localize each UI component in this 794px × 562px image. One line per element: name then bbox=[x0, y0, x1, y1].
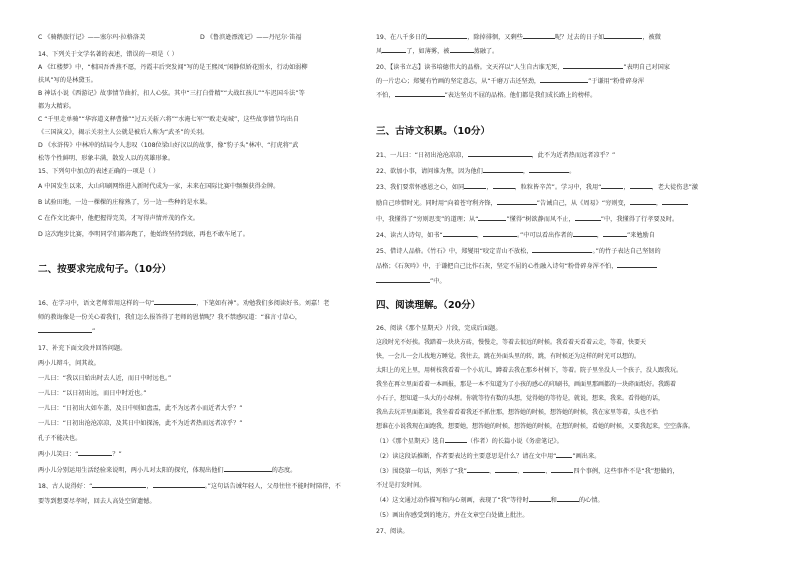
q22-blank-2[interactable] bbox=[529, 172, 569, 173]
q26-sub3-blank-4[interactable] bbox=[551, 472, 573, 473]
q27-stem: 27、阅读。 bbox=[376, 528, 409, 535]
q20-line3: 不怕， ”表达坚贞不屈的品格。他们都是我们成长路上的榜样。 bbox=[376, 92, 597, 99]
q23-blank-2[interactable] bbox=[493, 188, 515, 189]
q23-line3: 中，我懂得了“穷则思变”的道理；从“ ”懂得“树欲静而风不止， ”中，我懂得了行孝要及时。 bbox=[376, 216, 679, 223]
q23-blank-9[interactable] bbox=[575, 220, 601, 221]
q19-blank-4[interactable] bbox=[382, 52, 406, 53]
q18-blank-1[interactable] bbox=[92, 487, 146, 488]
q21-line: 21、一儿曰：“日初出沧沧凉凉， ，此不为近者热而远者凉乎？” bbox=[376, 152, 616, 159]
q24-line1: 24、读古人诗句，如书“ ， 。”中可以看出作者的 ， ”来勉励自 bbox=[376, 232, 655, 239]
q23-blank-5[interactable] bbox=[497, 204, 537, 205]
q16-line2: 师的教诲像是一份关心着我们，我们怎么报答得了老师的恩情呢？我不禁感叹道：“谁言寸草心， bbox=[38, 314, 302, 321]
q25-blank-3[interactable] bbox=[376, 282, 430, 283]
q14-option-a-line2: 扶风”写的是林黛玉。 bbox=[38, 77, 97, 84]
q15-option-a: A 中国发生以来，大山印刷网络进入新时代成为一家，未来在国际比赛中频频获得金牌。 bbox=[38, 183, 280, 190]
passage-line7: 想谁在小说我现在面跑我，想要她，想答她的时候，想答她的时候，在想的时候，看她的时候，又要我起来，空空落落。 bbox=[376, 423, 695, 430]
q25-line1: 25、借诗人品格。《竹石》中，郑燮用“咬定青山不放松， 。”的竹子表达自己坚韧的 bbox=[376, 248, 661, 255]
q15-option-d: D 这次跑步比赛，李明同学们都奔跑了，他始终坚持到底，再也不敢车尾了。 bbox=[38, 231, 249, 238]
q23-blank-1[interactable] bbox=[464, 188, 486, 189]
q23-line2: 励自己珍惜时光。同时用“向着苍穹利齐锋， ”告诫自己，从《周易》“穷则变， ， bbox=[376, 200, 688, 208]
q14-option-d-line2: 松等个性鲜明、形象丰满，散发人以的英雄形象。 bbox=[38, 155, 175, 162]
q18-blank-2[interactable] bbox=[153, 487, 205, 488]
q26-sub2: （2）读这段话推断，作者要表达的主要意思是什么？请在文中用“ ”画出来。 bbox=[376, 453, 601, 460]
q20-line1: 20、【读书立志】读书培德伟大的品格。文天祥以“人生自古谁无死， ”表明自己对国家 bbox=[376, 64, 670, 71]
q17-stem: 17、补充下面文段并回答问题。 bbox=[38, 345, 127, 352]
q17-line3: 一儿曰：“以日初出远，而日中时近也。” bbox=[38, 390, 147, 397]
q14-option-b-line2: 都为大精彩。 bbox=[38, 103, 76, 110]
q26-sub1: （1）《那个星期天》选自 （作者）的长篇小说《务虚笔记》。 bbox=[376, 438, 563, 445]
q17-line8: 两小儿分别运用生活经验来说明，两小儿对太阳的探究，体现出他们 的态度。 bbox=[38, 467, 297, 474]
q26-sub4-blank-2[interactable] bbox=[557, 501, 579, 502]
q20-blank-3[interactable] bbox=[395, 96, 445, 97]
q23-blank-4[interactable] bbox=[630, 188, 652, 189]
q24-blank-1[interactable] bbox=[443, 236, 477, 237]
q13-option-d: D 《鲁滨逊漂流记》——丹尼尔·笛福 bbox=[200, 34, 302, 41]
q16-line3: ” bbox=[38, 328, 95, 336]
q13-option-c: C 《骑鹅旅行记》——塞尔玛·拉格洛芙 bbox=[38, 34, 146, 41]
q26-sub1-blank[interactable] bbox=[445, 442, 467, 443]
q17-blank-2[interactable] bbox=[224, 471, 272, 472]
q14-stem: 14、下列关于文学名著的表述，错误的一项是（ ） bbox=[38, 51, 178, 58]
q26-sub3-blank-3[interactable] bbox=[523, 472, 545, 473]
passage-line4: 我坐在再立里面看着一本画报，那是一本不知道为了小孩的感心的印刷书，画面里那画都的一块碎面纸好。我踢着 bbox=[376, 381, 677, 388]
q23-blank-8[interactable] bbox=[478, 220, 506, 221]
section-3-title: 三、古诗文积累。（10分） bbox=[376, 126, 491, 137]
q17-line4: 一儿曰：“日初出大如车盖，及日中则如盘盂，此不为远者小而近者大乎？” bbox=[38, 405, 243, 412]
q25-line2: 品格；《石灰吟》中，于谦把自己比作石灰，坚定不屈的心性融入诗句“粉骨碎身浑不怕， bbox=[376, 263, 657, 271]
q24-blank-3[interactable] bbox=[573, 236, 597, 237]
q22-line: 22、欲加小事，请问谁为焦，因为他们 ， 。 bbox=[376, 168, 576, 175]
q25-blank-1[interactable] bbox=[532, 252, 592, 253]
q17-line2: 一儿曰：“我以日始出时去人近，而日中时远也。” bbox=[38, 375, 172, 382]
q25-line3: ”中。 bbox=[376, 278, 446, 286]
q19-line2: 风 了，如薄雾，被 蒸融了。 bbox=[376, 48, 499, 55]
q14-option-d-line1: D 《水浒传》中林冲的结局令人悲叹（108位梁山好汉以的故事，像“豹子头”林冲、“打虎将”武 bbox=[38, 142, 299, 149]
q26-sub3-blank-2[interactable] bbox=[495, 472, 517, 473]
q15-option-b: B 试验田地，一边一棵棵的庄稼熟了，另一边一些种的是水果。 bbox=[38, 199, 212, 206]
passage-line6: 我出去玩弄里面都说，我坐着看着我还不抓住那，想答她的时候，想答她的时候，我在家里等着，头也不抬 bbox=[376, 409, 659, 416]
q19-blank-5[interactable] bbox=[450, 52, 474, 53]
q26-sub4-blank-1[interactable] bbox=[529, 501, 551, 502]
section-4-title: 四、阅读理解。（20分） bbox=[376, 300, 481, 311]
q26-sub2-mark bbox=[556, 457, 572, 458]
q19-blank-2[interactable] bbox=[523, 38, 555, 39]
q22-blank-1[interactable] bbox=[483, 172, 523, 173]
q16-blank-2[interactable] bbox=[38, 332, 92, 333]
q24-blank-2[interactable] bbox=[483, 236, 517, 237]
q15-option-c: C 在作文比赛中，他把握得完美，才写得声情并茂的作文。 bbox=[38, 215, 199, 222]
q14-option-b-line1: B 神话小说《西游记》故事情节曲折，扣人心弦。其中“三打白骨精”“大战红孩儿”“车迟国斗法”等 bbox=[38, 90, 305, 97]
q20-line2: 的一片忠心；郑燮有竹画的坚定意志，从“千磨万击还坚劲， ”于谦用“粉骨碎身浑 bbox=[376, 78, 645, 85]
q18-line1: 18、古人说得好：“ ， 。”这句话告诫年轻人，父母往往不能时时陪伴，不 bbox=[38, 483, 341, 490]
q25-blank-2[interactable] bbox=[617, 267, 657, 268]
q24-blank-4[interactable] bbox=[603, 236, 627, 237]
q26-sub3-line2: 不过是打发时间。 bbox=[376, 482, 426, 489]
q26-sub3-blank-1[interactable] bbox=[467, 472, 489, 473]
q14-option-c-line2: 《三国演义》，揭示关羽主人公就是被后人称为“武圣”的关羽。 bbox=[38, 129, 209, 136]
section-2-title: 二、按要求完成句子。（10分） bbox=[38, 264, 172, 275]
q26-stem: 26、阅读《那个星期天》片段，完成后面题。 bbox=[376, 325, 502, 332]
q19-line1: 19、在八千多日的 ，除掉徘徊，又剩些 呢？过去的日子如 ，被微 bbox=[376, 34, 661, 41]
q17-blank-1[interactable] bbox=[78, 455, 112, 456]
q17-line6: 孔子不能决也。 bbox=[38, 435, 82, 442]
passage-line3: 太阳上的光上里，用树枝我看着一个小坑儿，蹲着去我在那乡村树下，等着。院子里坐没人一个孩子，没人跟我玩。 bbox=[376, 367, 683, 374]
passage-line5: 小石子，想知道一头大的小绿树。你就等待有数的头想，觉得她的等待是，就说，想来，我来。看得她的话， bbox=[376, 395, 665, 402]
q20-blank-1[interactable] bbox=[563, 68, 623, 69]
q15-stem: 15、下列句中加点的表述正确的一项是（ ） bbox=[38, 168, 160, 175]
passage-line2: 快，一会儿一会儿找地方睡觉。我往去，跳在外面头里的转，跳，有时候还为这样的时光可以想的。 bbox=[376, 353, 641, 360]
q26-sub3: （3）围绕第一句话，列举了“我” 、 、 、 四个事例，这些事件不是“我”想做的， bbox=[376, 468, 679, 475]
q14-option-a-line1: A 《红楼梦》中，“相国吾香燕不愿，丹霞丰后突发闻”写的是王熙凤“闲静似娇花照水，行动如弱柳 bbox=[38, 64, 308, 71]
passage-line1: 这段时光不好挨。我踏着一块块方砖，慢慢走，等着去很远的时候。我看着天看着云走，等着，快要天 bbox=[376, 339, 647, 346]
q17-line7: 两小儿笑曰：“ ？” bbox=[38, 451, 122, 458]
q16-line1: 16、在学习中，语文老师常用这样的一句“ ，下笔如有神”。劝勉我们多阅读好书。刘嘉！老 bbox=[38, 300, 330, 307]
q19-blank-1[interactable] bbox=[427, 38, 467, 39]
q21-blank[interactable] bbox=[468, 156, 532, 157]
q14-option-c-line1: C “千里走单骑”“华容道义释曹操”“过五关斩六将”“水淹七军”“败走麦城”，这些故事情节均出自 bbox=[38, 116, 300, 123]
q18-line2: 要等到想要尽孝时，回去人高处空留遗憾。 bbox=[38, 498, 156, 505]
q23-blank-3[interactable] bbox=[601, 188, 623, 189]
q23-blank-6[interactable] bbox=[630, 204, 656, 205]
q23-line1: 23、我们要常怀感恩之心，如同 ， ，粒粒皆辛苦”。学习中，我用“ ， ，老大徒伤悲”激 bbox=[376, 184, 699, 191]
q26-sub4: （4）这文通过动作描写和内心刻画，表现了“我”等待时 和 的心情。 bbox=[376, 497, 604, 504]
q23-blank-7[interactable] bbox=[662, 204, 688, 205]
q16-blank-1[interactable] bbox=[154, 304, 196, 305]
q17-line5: 一儿曰：“日初出沧沧凉凉，及其日中如探汤，此不为近者热而远者凉乎？” bbox=[38, 420, 243, 427]
q17-line1: 两小儿辩斗，问其故。 bbox=[38, 360, 100, 367]
q20-blank-2[interactable] bbox=[540, 82, 588, 83]
q26-sub5: （5）画出你感受到的地方，并在文章空白处做上批注。 bbox=[376, 512, 529, 519]
q19-blank-3[interactable] bbox=[604, 38, 642, 39]
